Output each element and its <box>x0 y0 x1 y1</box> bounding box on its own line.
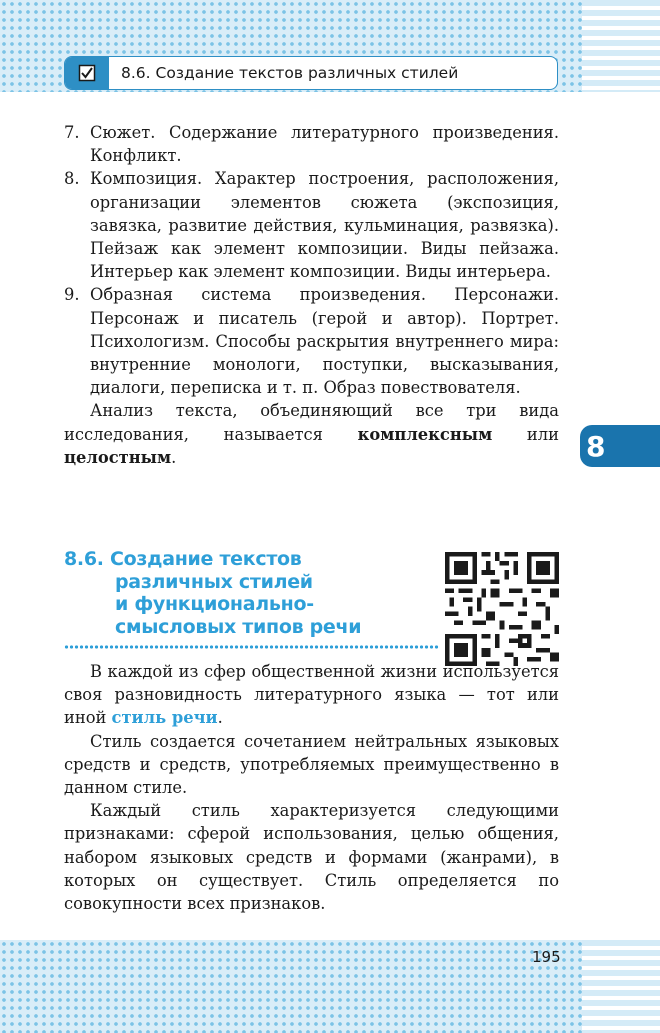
analysis-text: или <box>492 424 559 444</box>
header-title: 8.6. Создание текстов различных стилей <box>121 64 459 82</box>
check-box-icon <box>65 57 109 89</box>
section-title-line: смысловых типов речи <box>115 615 362 638</box>
style-paragraphs <box>64 660 559 915</box>
list-item-text: Сюжет. Содержание литературного произведения. Конфликт. <box>90 123 559 166</box>
analysis-text: Анализ текста, объединяющий все три вида исследования, называется <box>64 401 559 444</box>
paragraph-text: В каждой из сфер общественной жизни используется своя разновидность литературного языка — тот или иной <box>64 662 559 728</box>
bottom-stripes <box>582 940 660 1033</box>
term-complex: комплексным <box>357 424 493 444</box>
paragraph <box>64 660 559 730</box>
list-item-text: Образная система произведения. Персонажи. Персонаж и писатель (герой и автор). Портрет. Психологизм. Способы раскрытия внутреннего мира: внутренние монологи, поступки, высказывания, диалоги, переписка и т. п. Образ повествователя. <box>90 285 559 398</box>
list-item-text: Композиция. Характер построения, расположения, организации элементов сюжета (экспозиция, завязка, развитие действия, кульминация, развязка). Пейзаж как элемент композиции. Виды пейзажа. Интерьер как элемент композиции. Виды интерьера. <box>90 169 559 282</box>
analysis-paragraph <box>64 399 559 469</box>
paragraph: Стиль создается сочетанием нейтральных языковых средств и средств, употребляемых преимущественно в данном стиле. <box>64 731 559 798</box>
list-item <box>64 121 559 167</box>
list-item-number: 8. <box>64 169 80 189</box>
list-item-number: 7. <box>64 123 80 142</box>
numbered-list <box>64 121 559 469</box>
qr-code-icon[interactable] <box>445 552 559 666</box>
term-integral: целостным <box>64 447 172 467</box>
section-number: 8.6. <box>64 548 104 570</box>
list-item <box>64 283 559 399</box>
list-item <box>64 167 559 283</box>
section-title-line: различных стилей <box>115 570 313 593</box>
term-style: стиль речи <box>111 708 218 728</box>
header-tab <box>64 56 558 90</box>
chapter-tab: 8 <box>580 425 660 467</box>
paragraph-text: . <box>217 708 223 728</box>
bottom-dotted-band <box>0 940 590 1033</box>
section-title-line: Создание текстов <box>110 548 302 570</box>
list-item-number: 9. <box>64 285 80 305</box>
section-title-line: и функционально- <box>115 593 314 615</box>
page-number: 195 <box>532 948 561 966</box>
section-heading <box>64 548 444 638</box>
analysis-text: . <box>171 447 177 467</box>
paragraph: Каждый стиль характеризуется следующими признаками: сферой использования, целью общения, набором языковых средств и формами (жанрами), в которых он существует. Стиль определяется по совокупности всех признаков. <box>64 801 559 914</box>
top-stripes <box>582 0 660 92</box>
section-dotted-rule <box>64 645 440 649</box>
